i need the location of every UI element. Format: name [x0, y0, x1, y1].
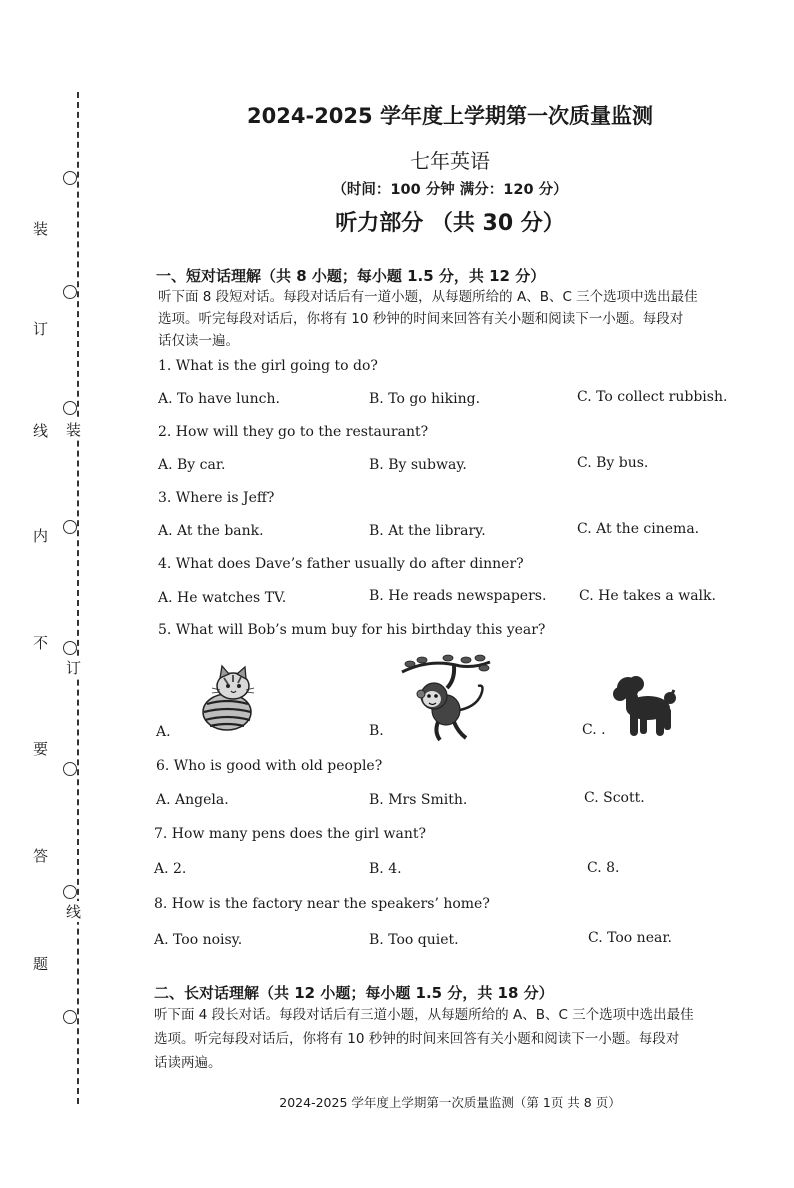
instruction-line: 选项。听完每段对话后，你将有 10 秒钟的时间来回答有关小题和阅读下一小题。每段对 — [158, 311, 684, 327]
option-c: C. By bus. — [577, 455, 649, 471]
option-c: C. Scott. — [584, 790, 645, 806]
subject-title: 七年英语 — [410, 149, 490, 173]
option-b: B. At the library. — [369, 523, 486, 539]
option-b: B. To go hiking. — [369, 391, 481, 407]
option-c: C. He takes a walk. — [579, 588, 716, 604]
dog-icon — [612, 672, 684, 740]
exam-title: 2024-2025 学年度上学期第一次质量监测 — [247, 104, 653, 128]
option-c: C. 8. — [587, 860, 620, 876]
exam-info: （时间：100 分钟 满分：120 分） — [332, 182, 568, 198]
margin-char: 线 — [33, 422, 49, 440]
section-heading: 二、长对话理解（共 12 小题；每小题 1.5 分，共 18 分） — [154, 984, 554, 1002]
binding-hole — [63, 401, 77, 415]
question-text: 7. How many pens does the girl want? — [154, 826, 427, 842]
option-b: B. 4. — [369, 861, 402, 877]
margin-inline-char: 订 — [66, 659, 82, 677]
option-a: A. Angela. — [156, 792, 229, 808]
margin-char: 内 — [33, 527, 49, 545]
margin-char: 不 — [33, 634, 49, 652]
binding-hole — [63, 520, 77, 534]
margin-inline-char: 装 — [66, 421, 82, 439]
option-b: B. — [369, 723, 384, 739]
instruction-line: 话仅读一遍。 — [158, 333, 239, 349]
question-text: 4. What does Dave’s father usually do after dinner? — [158, 556, 524, 572]
question-text: 8. How is the factory near the speakers’ home? — [154, 896, 490, 912]
section-heading: 一、短对话理解（共 8 小题；每小题 1.5 分，共 12 分） — [156, 267, 546, 285]
option-a: A. — [156, 724, 171, 740]
question-text: 6. Who is good with old people? — [156, 758, 383, 774]
option-b: B. By subway. — [369, 457, 467, 473]
question-text: 5. What will Bob’s mum buy for his birthday this year? — [158, 622, 546, 638]
binding-hole — [63, 285, 77, 299]
margin-char: 题 — [33, 955, 49, 973]
margin-char: 答 — [33, 847, 49, 865]
page-footer: 2024-2025 学年度上学期第一次质量监测（第 1页 共 8 页） — [279, 1095, 621, 1110]
option-b: B. Too quiet. — [369, 932, 459, 948]
instruction-line: 听下面 8 段短对话。每段对话后有一道小题，从每题所给的 A、B、C 三个选项中选出最佳 — [158, 289, 698, 305]
binding-hole — [63, 885, 77, 899]
option-a: A. By car. — [158, 457, 226, 473]
option-b: B. He reads newspapers. — [369, 588, 547, 604]
option-a: A. To have lunch. — [158, 391, 280, 407]
cat-icon — [198, 664, 258, 732]
monkey-icon — [400, 652, 492, 744]
option-b: B. Mrs Smith. — [369, 792, 468, 808]
option-a: A. Too noisy. — [154, 932, 243, 948]
instruction-line: 话读两遍。 — [154, 1055, 222, 1071]
binding-hole — [63, 762, 77, 776]
question-text: 3. Where is Jeff? — [158, 490, 275, 506]
margin-char: 要 — [33, 740, 49, 758]
binding-hole — [63, 1010, 77, 1024]
option-c: C. Too near. — [588, 930, 672, 946]
option-a: A. At the bank. — [158, 523, 264, 539]
option-a: A. 2. — [154, 861, 187, 877]
margin-inline-char: 线 — [66, 903, 82, 921]
instruction-line: 听下面 4 段长对话。每段对话后有三道小题，从每题所给的 A、B、C 三个选项中选出最佳 — [154, 1007, 694, 1023]
option-c: C. To collect rubbish. — [577, 389, 728, 405]
margin-char: 装 — [33, 220, 49, 238]
instruction-line: 选项。听完每段对话后，你将有 10 秒钟的时间来回答有关小题和阅读下一小题。每段对 — [154, 1031, 680, 1047]
question-text: 2. How will they go to the restaurant? — [158, 424, 429, 440]
question-text: 1. What is the girl going to do? — [158, 358, 378, 374]
binding-hole — [63, 641, 77, 655]
part-title: 听力部分 （共 30 分） — [335, 211, 565, 236]
option-a: A. He watches TV. — [158, 590, 287, 606]
option-c: C. . — [582, 722, 606, 738]
binding-dashed-line — [77, 92, 79, 1104]
margin-char: 订 — [33, 320, 49, 338]
option-c: C. At the cinema. — [577, 521, 700, 537]
